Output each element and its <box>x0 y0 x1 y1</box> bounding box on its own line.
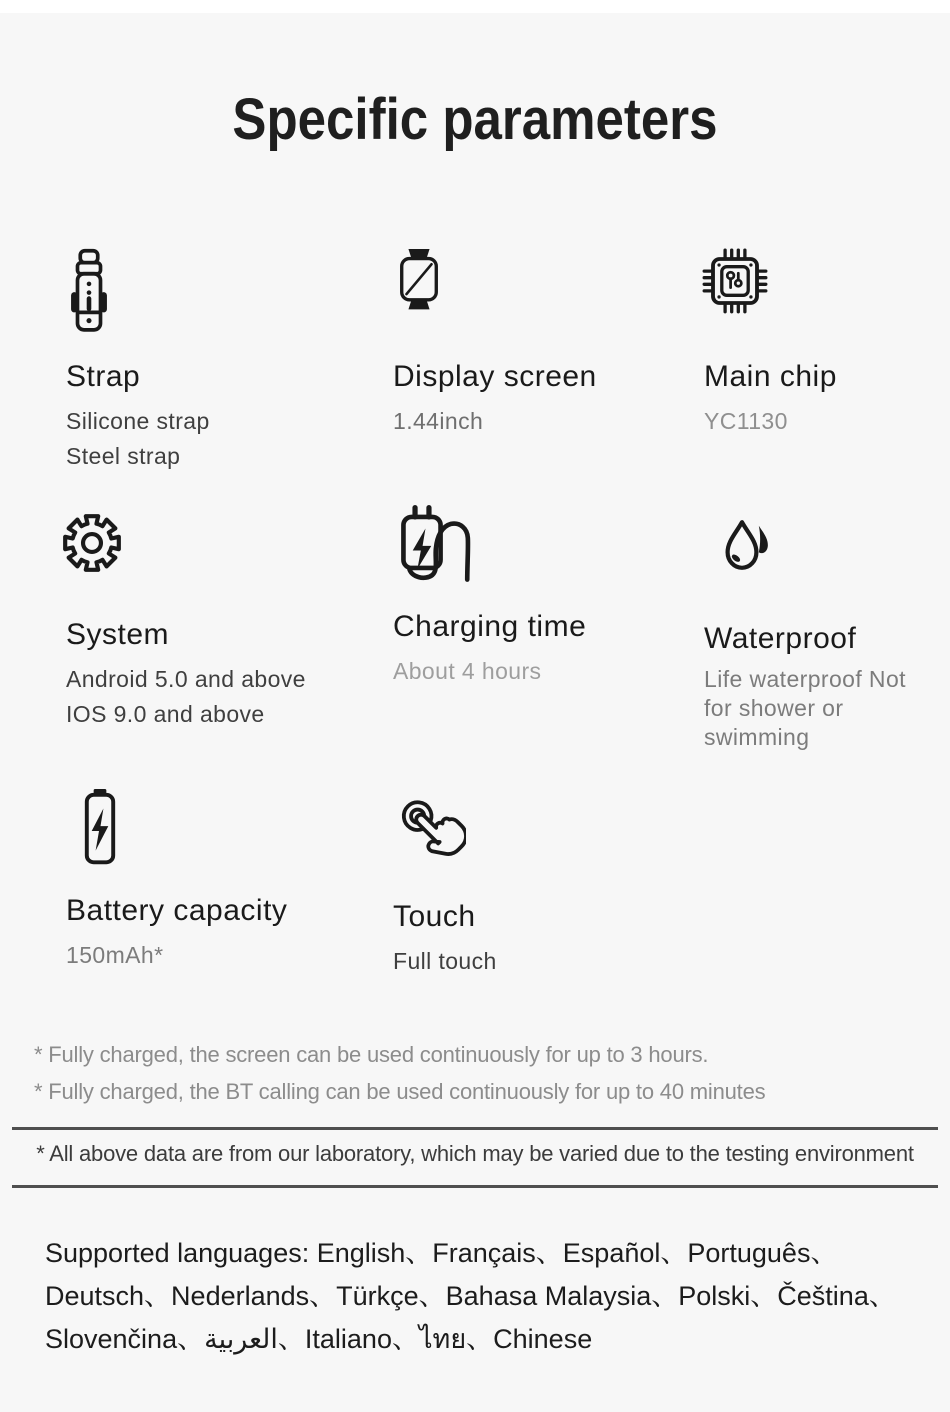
spec-card-system <box>66 503 306 732</box>
spec-card-display <box>393 248 597 439</box>
spec-value: 150mAh* <box>66 942 164 968</box>
spec-heading: Display screen <box>393 360 597 393</box>
spec-heading: Strap <box>66 360 141 393</box>
spec-values <box>704 404 837 439</box>
spec-value: Full touch <box>393 948 497 974</box>
spec-value: IOS 9.0 and above <box>66 701 265 727</box>
languages-line: Supported languages: English、Français、Español、Português、 <box>45 1238 838 1268</box>
languages-line: Deutsch、Nederlands、Türkçe、Bahasa Malaysia、Polski、Čeština、 <box>45 1281 896 1311</box>
spec-heading: Main chip <box>704 360 837 393</box>
spec-value: 1.44inch <box>393 408 484 434</box>
gear-icon <box>66 511 306 616</box>
spec-value: Life waterproof Not for shower or swimming <box>704 666 906 750</box>
supported-languages <box>45 1232 896 1361</box>
spec-card-strap <box>66 248 210 474</box>
spec-heading: Waterproof <box>704 622 857 655</box>
spec-heading: Battery capacity <box>66 894 288 927</box>
spec-heading: Touch <box>393 900 476 933</box>
watch-strap-icon <box>66 248 210 358</box>
footnotes <box>34 1036 765 1110</box>
spec-value: Android 5.0 and above <box>66 666 306 692</box>
page-title: Specific parameters <box>232 87 718 152</box>
touch-hand-icon <box>393 794 497 898</box>
footnote-bt-calling: * Fully charged, the BT calling can be used continuously for up to 40 minutes <box>34 1079 766 1104</box>
spec-values <box>66 662 306 732</box>
charger-cable-icon <box>393 503 586 608</box>
spec-value: YC1130 <box>704 408 788 434</box>
divider-top <box>12 1127 938 1130</box>
spec-card-touch <box>393 788 497 979</box>
spec-card-charging <box>393 503 586 689</box>
divider-bottom <box>12 1185 938 1188</box>
languages-line: Slovenčina、العربية、Italiano、ไทย、Chinese <box>45 1324 593 1354</box>
spec-heading: System <box>66 618 170 651</box>
spec-values <box>66 404 210 474</box>
spec-values <box>704 665 916 752</box>
spec-values <box>66 938 287 973</box>
spec-values <box>393 654 586 689</box>
watch-screen-icon <box>393 248 597 358</box>
spec-values <box>393 404 597 439</box>
spec-card-battery <box>66 788 287 973</box>
lab-note: * All above data are from our laboratory, which may be varied due to the testing environment <box>36 1141 914 1166</box>
spec-value: Silicone strap <box>66 408 210 434</box>
battery-bolt-icon <box>66 788 287 892</box>
processor-chip-icon <box>704 248 837 358</box>
spec-card-waterproof <box>704 503 916 752</box>
spec-card-chip <box>704 246 837 439</box>
spec-value: Steel strap <box>66 443 181 469</box>
spec-value: About 4 hours <box>393 658 542 684</box>
footnote-screen-usage: * Fully charged, the screen can be used continuously for up to 3 hours. <box>34 1042 709 1067</box>
spec-values <box>393 944 497 979</box>
top-strip <box>0 0 950 13</box>
spec-heading: Charging time <box>393 610 587 643</box>
water-drop-icon <box>704 515 916 620</box>
